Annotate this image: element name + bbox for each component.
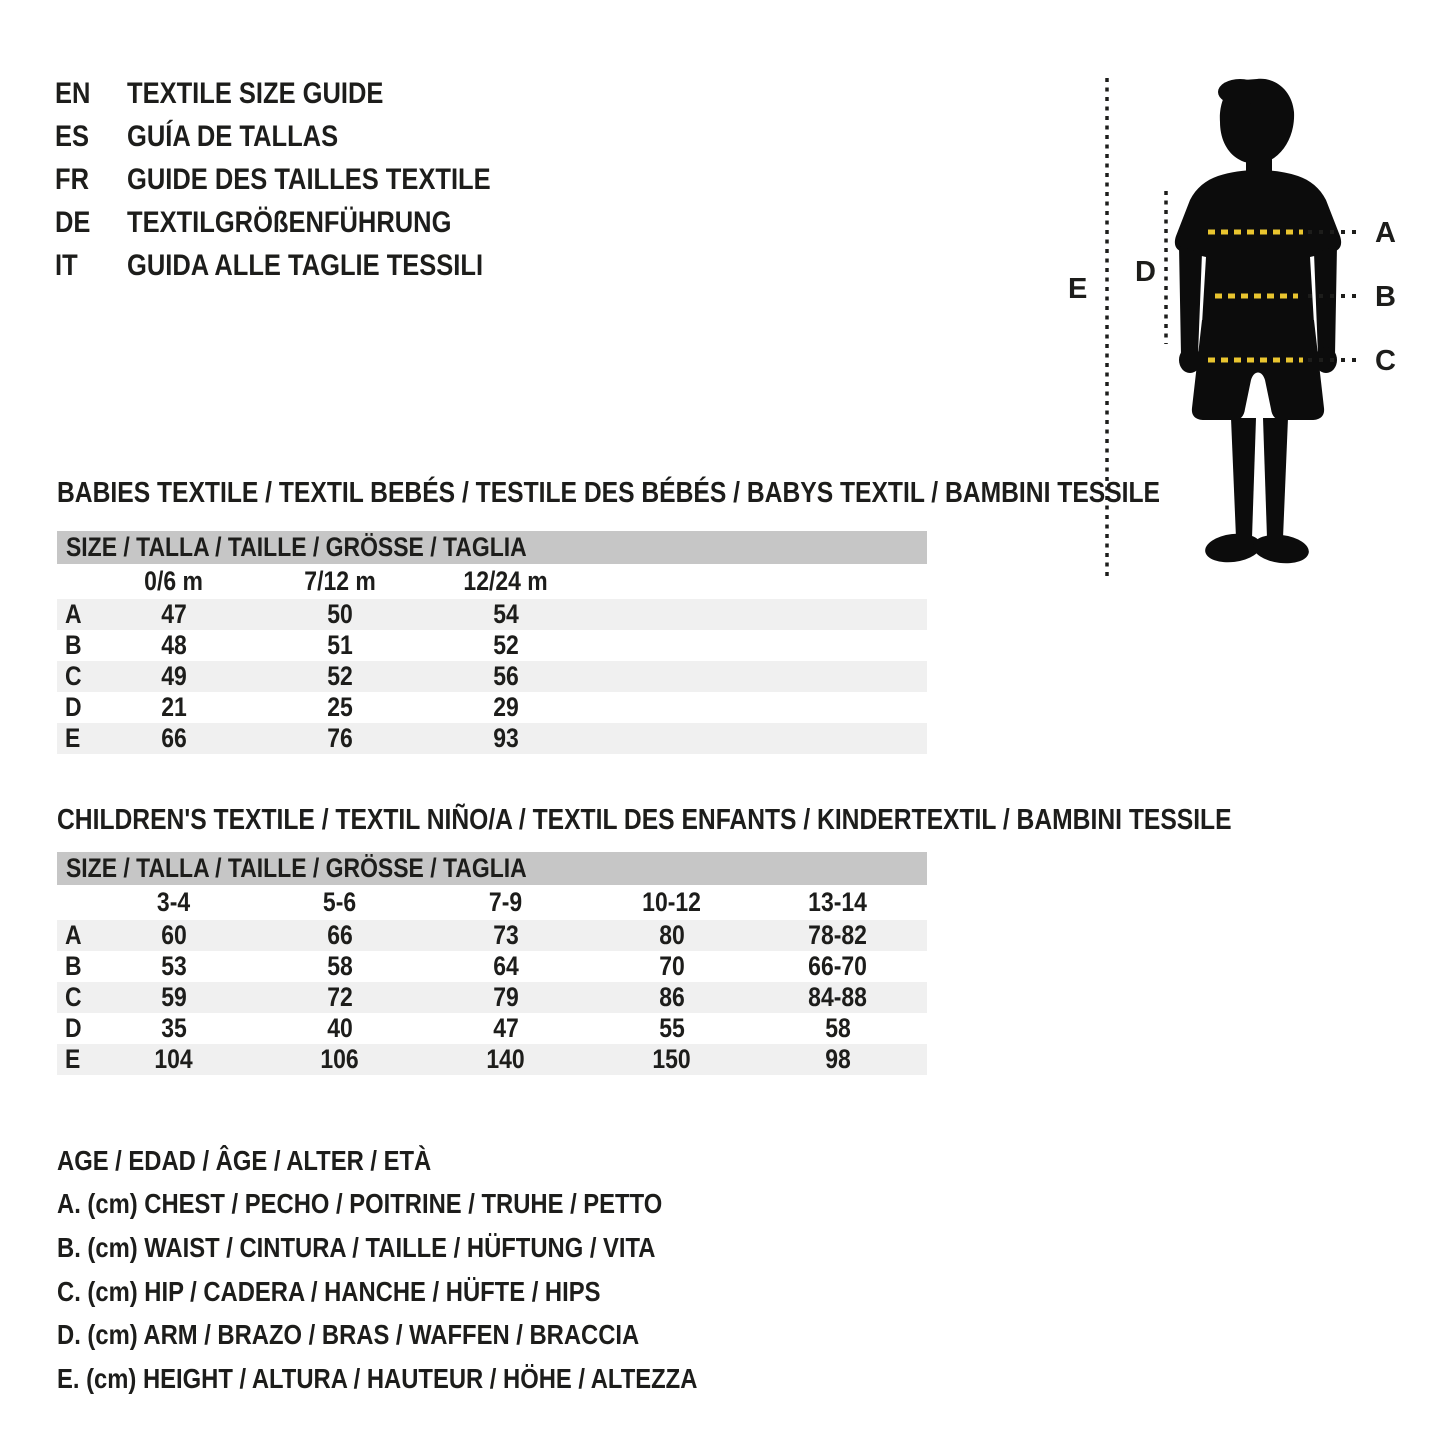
row-label: B bbox=[65, 951, 82, 981]
column-header: 13-14 bbox=[808, 887, 868, 917]
column-header: 7-9 bbox=[489, 887, 523, 917]
table-row bbox=[57, 723, 927, 754]
size-header-bar bbox=[57, 852, 927, 885]
value-cell: 84-88 bbox=[808, 982, 868, 1012]
row-label: B bbox=[65, 630, 82, 660]
value-cell: 47 bbox=[161, 599, 187, 629]
value-cell: 98 bbox=[825, 1044, 851, 1074]
value-cell: 58 bbox=[327, 951, 353, 981]
legend-line: AGE / EDAD / ÂGE / ALTER / ETÀ bbox=[57, 1144, 432, 1176]
size-header-bar bbox=[57, 531, 927, 564]
value-cell: 35 bbox=[161, 1013, 187, 1043]
value-cell: 52 bbox=[493, 630, 519, 660]
column-header: 3-4 bbox=[157, 887, 191, 917]
guide-title: TEXTILGRÖßENFÜHRUNG bbox=[127, 205, 452, 239]
table-row bbox=[57, 599, 927, 630]
value-cell: 66-70 bbox=[808, 951, 868, 981]
language-code: DE bbox=[55, 205, 91, 239]
table-row bbox=[57, 661, 927, 692]
value-cell: 50 bbox=[327, 599, 353, 629]
row-label: A bbox=[65, 599, 82, 629]
language-row bbox=[55, 158, 555, 201]
label-c: C bbox=[1375, 345, 1396, 377]
guide-title: GUIDE DES TAILLES TEXTILE bbox=[127, 162, 491, 196]
value-cell: 53 bbox=[161, 951, 187, 981]
value-cell: 54 bbox=[493, 599, 519, 629]
guide-title: GUÍA DE TALLAS bbox=[127, 119, 339, 153]
table-row bbox=[57, 982, 927, 1013]
label-d: D bbox=[1135, 256, 1156, 288]
value-cell: 29 bbox=[493, 692, 519, 722]
children-size-table bbox=[57, 852, 927, 1075]
value-cell: 51 bbox=[327, 630, 353, 660]
value-cell: 72 bbox=[327, 982, 353, 1012]
value-cell: 93 bbox=[493, 723, 519, 753]
label-e: E bbox=[1068, 273, 1088, 305]
value-cell: 140 bbox=[486, 1044, 526, 1074]
legend-line: C. (cm) HIP / CADERA / HANCHE / HÜFTE / HIPS bbox=[57, 1275, 601, 1307]
value-cell: 78-82 bbox=[808, 920, 868, 950]
column-header: 0/6 m bbox=[144, 566, 204, 596]
children-section-heading-text: CHILDREN'S TEXTILE / TEXTIL NIÑO/A / TEXTIL DES ENFANTS / KINDERTEXTIL / BAMBINI TESSILE bbox=[57, 804, 1232, 836]
value-cell: 49 bbox=[161, 661, 187, 691]
language-row bbox=[55, 72, 555, 115]
value-cell: 86 bbox=[659, 982, 685, 1012]
legend-line: A. (cm) CHEST / PECHO / POITRINE / TRUHE / PETTO bbox=[57, 1188, 663, 1220]
label-b: B bbox=[1375, 281, 1396, 313]
value-cell: 21 bbox=[161, 692, 187, 722]
row-label: E bbox=[65, 723, 81, 753]
column-header: 5-6 bbox=[323, 887, 357, 917]
value-cell: 104 bbox=[154, 1044, 194, 1074]
value-cell: 40 bbox=[327, 1013, 353, 1043]
row-label: E bbox=[65, 1044, 81, 1074]
size-header-text: SIZE / TALLA / TAILLE / GRÖSSE / TAGLIA bbox=[66, 853, 527, 883]
value-cell: 25 bbox=[327, 692, 353, 722]
table-row bbox=[57, 1013, 927, 1044]
column-header: 10-12 bbox=[642, 887, 702, 917]
column-header: 7/12 m bbox=[304, 566, 376, 596]
babies-column-header-row bbox=[57, 564, 927, 599]
language-row bbox=[55, 244, 555, 287]
legend-line: B. (cm) WAIST / CINTURA / TAILLE / HÜFTUNG / VITA bbox=[57, 1231, 656, 1263]
table-row bbox=[57, 630, 927, 661]
size-header-text: SIZE / TALLA / TAILLE / GRÖSSE / TAGLIA bbox=[66, 532, 527, 562]
value-cell: 76 bbox=[327, 723, 353, 753]
value-cell: 58 bbox=[825, 1013, 851, 1043]
legend-line: D. (cm) ARM / BRAZO / BRAS / WAFFEN / BRACCIA bbox=[57, 1319, 640, 1351]
row-label: A bbox=[65, 920, 82, 950]
value-cell: 64 bbox=[493, 951, 519, 981]
child-silhouette-icon bbox=[1060, 70, 1428, 600]
guide-title: GUIDA ALLE TAGLIE TESSILI bbox=[127, 248, 484, 282]
value-cell: 48 bbox=[161, 630, 187, 660]
value-cell: 73 bbox=[493, 920, 519, 950]
table-row bbox=[57, 1044, 927, 1075]
language-title-list bbox=[55, 72, 555, 287]
language-row bbox=[55, 115, 555, 158]
value-cell: 52 bbox=[327, 661, 353, 691]
table-row bbox=[57, 920, 927, 951]
value-cell: 150 bbox=[652, 1044, 692, 1074]
language-code: IT bbox=[55, 248, 78, 282]
language-row bbox=[55, 201, 555, 244]
value-cell: 55 bbox=[659, 1013, 685, 1043]
row-label: C bbox=[65, 982, 82, 1012]
value-cell: 66 bbox=[161, 723, 187, 753]
value-cell: 70 bbox=[659, 951, 685, 981]
language-code: ES bbox=[55, 119, 90, 153]
babies-section-heading-text: BABIES TEXTILE / TEXTIL BEBÉS / TESTILE DES BÉBÉS / BABYS TEXTIL / BAMBINI TESSILE bbox=[57, 477, 1161, 509]
value-cell: 56 bbox=[493, 661, 519, 691]
children-column-header-row bbox=[57, 885, 927, 920]
value-cell: 59 bbox=[161, 982, 187, 1012]
guide-title: TEXTILE SIZE GUIDE bbox=[127, 76, 384, 110]
table-row bbox=[57, 951, 927, 982]
value-cell: 80 bbox=[659, 920, 685, 950]
children-section-heading bbox=[57, 806, 1439, 835]
measurement-legend bbox=[57, 1139, 810, 1401]
column-header: 12/24 m bbox=[463, 566, 549, 596]
babies-section-heading bbox=[57, 479, 1355, 508]
value-cell: 60 bbox=[161, 920, 187, 950]
value-cell: 66 bbox=[327, 920, 353, 950]
legend-line: E. (cm) HEIGHT / ALTURA / HAUTEUR / HÖHE / ALTEZZA bbox=[57, 1362, 698, 1394]
measurement-figure bbox=[1060, 70, 1428, 600]
value-cell: 79 bbox=[493, 982, 519, 1012]
language-code: EN bbox=[55, 76, 91, 110]
value-cell: 106 bbox=[320, 1044, 360, 1074]
row-label: C bbox=[65, 661, 82, 691]
table-row bbox=[57, 692, 927, 723]
babies-size-table bbox=[57, 531, 927, 754]
row-label: D bbox=[65, 692, 82, 722]
label-a: A bbox=[1375, 217, 1396, 249]
language-code: FR bbox=[55, 162, 89, 196]
value-cell: 47 bbox=[493, 1013, 519, 1043]
row-label: D bbox=[65, 1013, 82, 1043]
